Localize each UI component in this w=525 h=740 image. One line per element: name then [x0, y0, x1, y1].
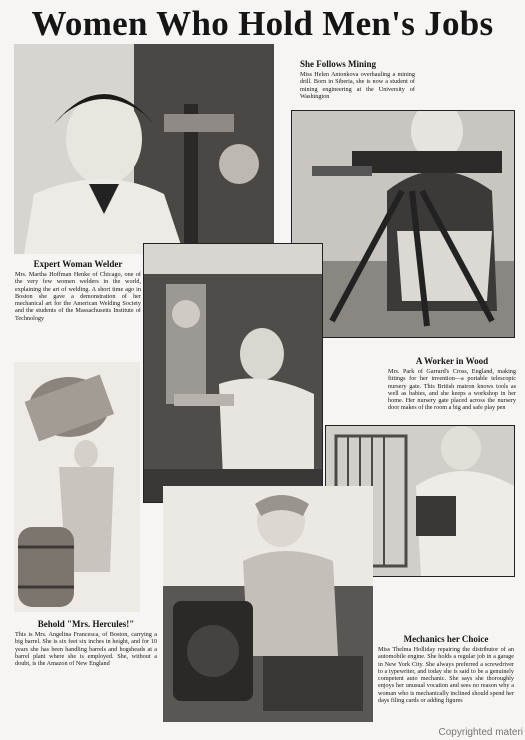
- caption-welder-title: Expert Woman Welder: [33, 259, 123, 269]
- caption-hercules-body: This is Mrs. Angelina Francesca, of Boston, carrying a big barrel. She is six feet six inches in height, and for 10 years she has been handling barrels and hogsheads at a barrel plant where she is employed. She, without a doubt, is the Amazon of New England: [15, 631, 157, 668]
- welder-illustration: [14, 44, 274, 254]
- barrel-photo: [14, 362, 140, 612]
- caption-wood: [388, 356, 516, 412]
- copyright-watermark: Copyrighted materi: [438, 727, 523, 738]
- caption-hercules: [15, 619, 157, 667]
- barrel-illustration: [14, 362, 140, 612]
- auto-mechanic-illustration: [163, 486, 373, 722]
- mining-drill-photo: [291, 110, 515, 338]
- page-headline: Women Who Hold Men's Jobs: [31, 4, 494, 43]
- caption-hercules-title: Behold "Mrs. Hercules!": [37, 619, 135, 629]
- caption-wood-body: Mrs. Park of Garrard's Cross, England, making fittings for her invention—a portable telescopic nursery gate. This British matron knows tools as well as babies, and she keeps a workshop in her home. Her nursery gate placed across the nursery door makes of the room a big and safe play pen: [388, 368, 516, 412]
- caption-mining-title: She Follows Mining: [300, 59, 377, 69]
- auto-mechanic-photo: [163, 486, 373, 722]
- mining-drill-illustration: [292, 111, 514, 337]
- welder-photo: [14, 44, 274, 254]
- caption-mining-body: Miss Helen Antonkova overhauling a mining drill. Born in Siberia, she is now a student of mining engineering at the University of Washington: [300, 71, 415, 100]
- caption-welder-body: Mrs. Martha Hoffman Henke of Chicago, one of the very few women welders in the world, explaining the art of welding. A short time ago in Boston she gave a demonstration of her mechanical art for the American Welding Society and the students of the Massachusetts Institute of Technology: [15, 271, 141, 322]
- caption-mechanics: [378, 634, 514, 704]
- caption-wood-title: A Worker in Wood: [415, 356, 489, 366]
- sunshine-machine-photo: [143, 243, 323, 503]
- sunshine-machine-illustration: [144, 244, 322, 502]
- caption-welder: [15, 259, 141, 322]
- caption-mechanics-title: Mechanics her Choice: [403, 634, 489, 644]
- caption-mining: [300, 59, 415, 100]
- caption-mechanics-body: Miss Thelma Holliday repairing the distributor of an automobile engine. She holds a regular job in a garage in New York City. She always preferred a screwdriver to a typewriter, and today she is said to be a genuinely competent auto mechanic. She says she thoroughly enjoys her unusual vocation and sees no reason why a woman who is mechanically inclined should spend her days filing cards or adding figures: [378, 646, 514, 705]
